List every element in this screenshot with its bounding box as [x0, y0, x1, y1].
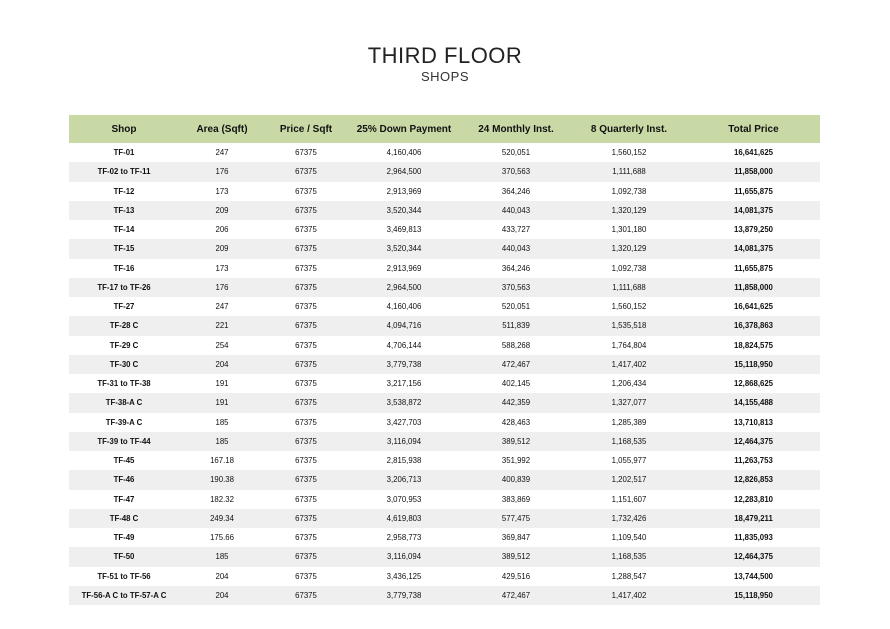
cell-quarterly-inst: 1,732,426 — [571, 509, 687, 528]
page-subtitle: SHOPS — [420, 69, 469, 84]
cell-monthly-inst: 429,516 — [501, 571, 531, 581]
cell-price-per-sqft: 67375 — [265, 393, 347, 412]
cell-price-per-sqft: 67375 — [295, 340, 317, 350]
cell-monthly-inst: 433,727 — [501, 225, 531, 235]
cell-price-per-sqft: 67375 — [295, 571, 317, 581]
cell-total-price: 11,835,093 — [734, 533, 773, 543]
cell-down-payment: 2,964,500 — [347, 278, 461, 297]
cell-monthly-inst: 472,467 — [461, 355, 571, 374]
cell-total-price: 16,641,625 — [733, 302, 774, 312]
cell-price-per-sqft: 67375 — [295, 533, 317, 543]
cell-monthly-inst: 400,839 — [461, 470, 571, 489]
cell-area: 247 — [215, 302, 229, 312]
table-row — [69, 316, 820, 335]
cell-price-per-sqft: 67375 — [295, 379, 317, 389]
cell-total-price: 11,655,875 — [734, 186, 773, 196]
cell-total-price: 13,744,500 — [733, 571, 774, 581]
table-row — [69, 490, 820, 509]
cell-down-payment: 3,436,125 — [386, 571, 422, 581]
cell-down-payment: 3,538,872 — [347, 393, 461, 412]
cell-shop: TF-27 — [113, 302, 135, 312]
cell-area: 247 — [215, 148, 229, 158]
cell-total-price: 15,118,950 — [687, 586, 820, 605]
cell-price-per-sqft: 67375 — [265, 432, 347, 451]
table-row — [69, 547, 820, 566]
cell-area: 209 — [179, 201, 265, 220]
cell-total-price: 16,641,625 — [733, 148, 774, 158]
cell-monthly-inst: 511,839 — [461, 316, 571, 335]
cell-price-per-sqft: 67375 — [265, 586, 347, 605]
cell-price-per-sqft: 67375 — [295, 456, 317, 466]
table-row — [69, 259, 820, 278]
header-row — [69, 115, 820, 143]
cell-total-price: 12,464,375 — [687, 547, 820, 566]
cell-price-per-sqft: 67375 — [265, 509, 347, 528]
cell-down-payment: 3,779,738 — [347, 586, 461, 605]
cell-quarterly-inst: 1,111,688 — [571, 162, 687, 181]
cell-shop: TF-49 — [113, 533, 135, 543]
table-body — [69, 143, 820, 605]
cell-price-per-sqft: 67375 — [265, 239, 347, 258]
cell-area: 173 — [215, 263, 229, 273]
cell-monthly-inst: 442,359 — [461, 393, 571, 412]
cell-price-per-sqft: 67375 — [295, 417, 317, 427]
cell-down-payment: 3,217,156 — [386, 379, 422, 389]
cell-price-per-sqft: 67375 — [295, 148, 317, 158]
table-row — [69, 201, 820, 220]
cell-total-price: 12,826,853 — [687, 470, 820, 489]
cell-area: 185 — [179, 432, 265, 451]
table-header — [69, 115, 820, 143]
cell-quarterly-inst: 1,168,535 — [571, 432, 687, 451]
cell-shop: TF-50 — [69, 547, 179, 566]
table-row — [69, 182, 820, 201]
cell-price-per-sqft: 67375 — [295, 186, 317, 196]
table-row — [69, 528, 820, 547]
cell-shop: TF-48 C — [69, 509, 179, 528]
cell-shop: TF-16 — [113, 263, 135, 273]
cell-total-price: 12,868,625 — [733, 379, 774, 389]
cell-quarterly-inst: 1,151,607 — [611, 494, 647, 504]
table-row — [69, 278, 820, 297]
cell-total-price: 11,655,875 — [734, 263, 773, 273]
cell-area: 175.66 — [210, 533, 234, 543]
table-row — [69, 220, 820, 239]
cell-monthly-inst: 440,043 — [461, 239, 571, 258]
cell-monthly-inst: 428,463 — [501, 417, 531, 427]
cell-shop: TF-30 C — [69, 355, 179, 374]
column-header-price-per-sqft: Price / Sqft — [265, 115, 347, 143]
table-row — [69, 374, 820, 393]
cell-area: 176 — [179, 278, 265, 297]
cell-shop: TF-56-A C to TF-57-A C — [69, 586, 179, 605]
table-row — [69, 432, 820, 451]
price-table — [69, 115, 820, 605]
cell-quarterly-inst: 1,764,804 — [611, 340, 647, 350]
cell-down-payment: 3,469,813 — [386, 225, 422, 235]
cell-shop: TF-01 — [113, 148, 135, 158]
cell-area: 182.32 — [210, 494, 234, 504]
cell-shop: TF-51 to TF-56 — [97, 571, 151, 581]
cell-monthly-inst: 369,847 — [501, 533, 531, 543]
cell-down-payment: 3,779,738 — [347, 355, 461, 374]
cell-monthly-inst: 520,051 — [501, 148, 531, 158]
cell-monthly-inst: 389,512 — [461, 547, 571, 566]
cell-shop: TF-14 — [113, 225, 135, 235]
column-header-monthly-inst: 24 Monthly Inst. — [461, 115, 571, 143]
cell-quarterly-inst: 1,092,738 — [611, 263, 647, 273]
cell-area: 204 — [179, 586, 265, 605]
cell-monthly-inst: 588,268 — [501, 340, 531, 350]
cell-down-payment: 4,160,406 — [386, 302, 422, 312]
cell-down-payment: 2,964,500 — [347, 162, 461, 181]
page-title: THIRD FLOOR — [367, 43, 523, 68]
cell-price-per-sqft: 67375 — [265, 470, 347, 489]
cell-area: 190.38 — [179, 470, 265, 489]
cell-area: 167.18 — [210, 456, 234, 466]
cell-down-payment: 3,520,344 — [347, 239, 461, 258]
cell-area: 191 — [215, 379, 229, 389]
cell-quarterly-inst: 1,417,402 — [571, 586, 687, 605]
cell-monthly-inst: 402,145 — [501, 379, 531, 389]
cell-shop: TF-47 — [113, 494, 135, 504]
cell-area: 206 — [215, 225, 229, 235]
cell-down-payment: 3,206,713 — [347, 470, 461, 489]
table-row — [69, 297, 820, 316]
cell-quarterly-inst: 1,417,402 — [571, 355, 687, 374]
cell-total-price: 12,283,810 — [733, 494, 774, 504]
cell-quarterly-inst: 1,055,977 — [611, 456, 647, 466]
cell-shop: TF-17 to TF-26 — [69, 278, 179, 297]
cell-quarterly-inst: 1,206,434 — [611, 379, 647, 389]
cell-quarterly-inst: 1,535,518 — [571, 316, 687, 335]
cell-monthly-inst: 364,246 — [501, 263, 531, 273]
cell-monthly-inst: 370,563 — [461, 162, 571, 181]
column-header-total-price: Total Price — [687, 115, 820, 143]
cell-down-payment: 2,958,773 — [386, 533, 422, 543]
cell-total-price: 15,118,950 — [687, 355, 820, 374]
table-row — [69, 451, 820, 470]
cell-total-price: 11,858,000 — [687, 162, 820, 181]
cell-total-price: 16,378,863 — [687, 316, 820, 335]
cell-area: 191 — [179, 393, 265, 412]
cell-down-payment: 4,094,716 — [347, 316, 461, 335]
table-row — [69, 470, 820, 489]
cell-quarterly-inst: 1,560,152 — [611, 302, 647, 312]
cell-down-payment: 3,070,953 — [386, 494, 422, 504]
table-row — [69, 143, 820, 162]
cell-quarterly-inst: 1,301,180 — [611, 225, 647, 235]
cell-quarterly-inst: 1,111,688 — [571, 278, 687, 297]
table-row — [69, 509, 820, 528]
cell-monthly-inst: 364,246 — [501, 186, 531, 196]
cell-down-payment: 4,706,144 — [386, 340, 422, 350]
cell-monthly-inst: 520,051 — [501, 302, 531, 312]
cell-total-price: 14,155,488 — [687, 393, 820, 412]
cell-area: 249.34 — [179, 509, 265, 528]
cell-shop: TF-45 — [113, 456, 135, 466]
table-row — [69, 586, 820, 605]
cell-area: 185 — [215, 417, 229, 427]
table-row — [69, 336, 820, 355]
cell-monthly-inst: 351,992 — [501, 456, 531, 466]
cell-price-per-sqft: 67375 — [265, 547, 347, 566]
cell-shop: TF-15 — [69, 239, 179, 258]
cell-down-payment: 4,160,406 — [386, 148, 422, 158]
column-header-down-payment: 25% Down Payment — [347, 115, 461, 143]
table-row — [69, 162, 820, 181]
cell-quarterly-inst: 1,109,540 — [611, 533, 647, 543]
cell-down-payment: 2,815,938 — [386, 456, 422, 466]
cell-area: 173 — [215, 186, 229, 196]
cell-quarterly-inst: 1,320,129 — [571, 201, 687, 220]
cell-shop: TF-13 — [69, 201, 179, 220]
cell-area: 221 — [179, 316, 265, 335]
cell-price-per-sqft: 67375 — [265, 201, 347, 220]
cell-quarterly-inst: 1,560,152 — [611, 148, 647, 158]
cell-down-payment: 3,520,344 — [347, 201, 461, 220]
table-row — [69, 355, 820, 374]
cell-shop: TF-31 to TF-38 — [97, 379, 151, 389]
cell-down-payment: 3,116,094 — [347, 432, 461, 451]
table-row — [69, 239, 820, 258]
cell-down-payment: 4,619,803 — [347, 509, 461, 528]
cell-quarterly-inst: 1,092,738 — [611, 186, 647, 196]
cell-shop: TF-29 C — [109, 340, 139, 350]
cell-quarterly-inst: 1,320,129 — [571, 239, 687, 258]
table-row — [69, 567, 820, 586]
cell-total-price: 11,858,000 — [687, 278, 820, 297]
cell-total-price: 18,479,211 — [687, 509, 820, 528]
cell-quarterly-inst: 1,327,077 — [571, 393, 687, 412]
cell-monthly-inst: 472,467 — [461, 586, 571, 605]
cell-area: 209 — [179, 239, 265, 258]
cell-price-per-sqft: 67375 — [295, 494, 317, 504]
cell-price-per-sqft: 67375 — [265, 355, 347, 374]
cell-monthly-inst: 383,869 — [501, 494, 531, 504]
column-header-area: Area (Sqft) — [179, 115, 265, 143]
cell-down-payment: 3,427,703 — [386, 417, 422, 427]
cell-shop: TF-28 C — [69, 316, 179, 335]
cell-monthly-inst: 370,563 — [461, 278, 571, 297]
cell-total-price: 12,464,375 — [687, 432, 820, 451]
cell-area: 204 — [179, 355, 265, 374]
cell-area: 176 — [179, 162, 265, 181]
column-header-shop: Shop — [69, 115, 179, 143]
cell-total-price: 14,081,375 — [687, 201, 820, 220]
cell-total-price: 11,263,753 — [734, 456, 773, 466]
cell-price-per-sqft: 67375 — [265, 278, 347, 297]
cell-quarterly-inst: 1,288,547 — [611, 571, 647, 581]
cell-down-payment: 2,913,969 — [386, 186, 422, 196]
cell-monthly-inst: 389,512 — [461, 432, 571, 451]
column-header-quarterly-inst: 8 Quarterly Inst. — [571, 115, 687, 143]
table-row — [69, 413, 820, 432]
cell-area: 185 — [179, 547, 265, 566]
cell-monthly-inst: 577,475 — [461, 509, 571, 528]
cell-area: 254 — [215, 340, 229, 350]
cell-quarterly-inst: 1,285,389 — [611, 417, 647, 427]
cell-total-price: 13,710,813 — [733, 417, 774, 427]
cell-price-per-sqft: 67375 — [295, 302, 317, 312]
cell-shop: TF-39 to TF-44 — [69, 432, 179, 451]
cell-shop: TF-39-A C — [105, 417, 143, 427]
cell-down-payment: 3,116,094 — [347, 547, 461, 566]
cell-price-per-sqft: 67375 — [265, 162, 347, 181]
cell-area: 204 — [215, 571, 229, 581]
cell-shop: TF-38-A C — [69, 393, 179, 412]
cell-quarterly-inst: 1,168,535 — [571, 547, 687, 566]
table-row — [69, 393, 820, 412]
cell-down-payment: 2,913,969 — [386, 263, 422, 273]
cell-price-per-sqft: 67375 — [295, 263, 317, 273]
cell-total-price: 14,081,375 — [687, 239, 820, 258]
cell-price-per-sqft: 67375 — [265, 316, 347, 335]
cell-total-price: 18,824,575 — [733, 340, 774, 350]
cell-shop: TF-12 — [113, 186, 135, 196]
cell-quarterly-inst: 1,202,517 — [571, 470, 687, 489]
cell-total-price: 13,879,250 — [733, 225, 774, 235]
cell-monthly-inst: 440,043 — [461, 201, 571, 220]
cell-shop: TF-46 — [69, 470, 179, 489]
cell-shop: TF-02 to TF-11 — [69, 162, 179, 181]
cell-price-per-sqft: 67375 — [295, 225, 317, 235]
